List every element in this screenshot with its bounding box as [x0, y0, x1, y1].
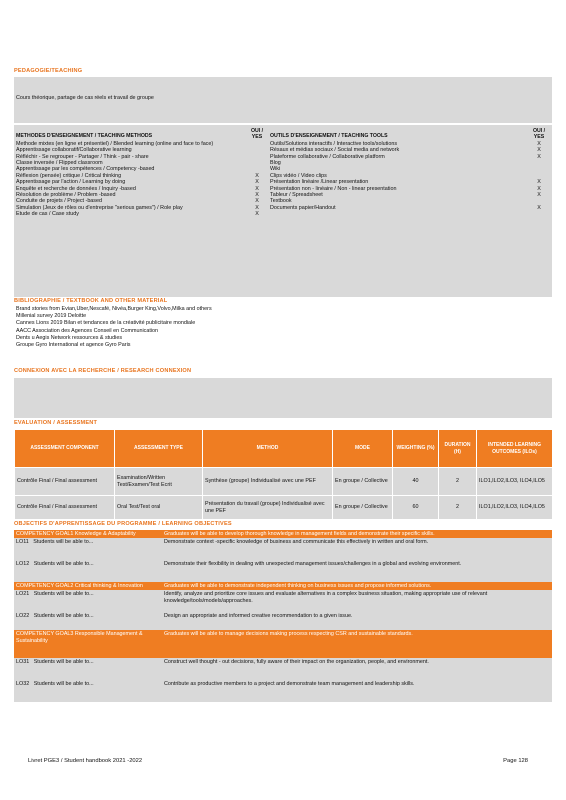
- lo-text: Demonstrate context -specific knowledge of business and communicate this effectively in written and oral form.: [162, 538, 552, 560]
- bibliography-box: [14, 306, 552, 368]
- eval-mode: En groupe / Collective: [333, 496, 393, 520]
- tool-label: Blog: [270, 160, 281, 167]
- lo-row: [14, 590, 552, 612]
- method-label: Conduite de projets / Project -based: [16, 198, 103, 205]
- eval-duration: 2: [439, 468, 477, 496]
- method-check: X: [255, 179, 259, 186]
- method-label: Etude de cas / Case study: [16, 211, 79, 218]
- eval-mode: En groupe / Collective: [333, 468, 393, 496]
- tool-label: Plateforme collaborative / Collaborative platform: [270, 153, 385, 160]
- lo-code-text: LO32: [16, 681, 30, 688]
- eval-duration: 2: [439, 496, 477, 520]
- tool-label: Documents papier/Handout: [270, 204, 336, 211]
- bibliography-title: BIBLIOGRAPHIE / TEXTBOOK AND OTHER MATERIAL: [14, 298, 168, 304]
- eval-ilo: ILO1,ILO2,ILO3, ILO4,ILO5: [477, 496, 553, 520]
- lo-who: Students will be able to...: [33, 613, 94, 620]
- tool-label: Wiki: [270, 166, 281, 173]
- lo-text: Design an appropriate and informed creative recommendation to a given issue.: [162, 612, 552, 630]
- competency-text: Graduates will be able to develop thorough knowledge in management fields and demonstrate their specific skills.: [162, 530, 552, 538]
- lo-code: [14, 612, 162, 630]
- eval-type: Oral Test/Test oral: [115, 496, 203, 520]
- tool-check: X: [537, 185, 541, 192]
- tool-check: X: [537, 179, 541, 186]
- eval-header-method: METHOD: [203, 430, 333, 468]
- lo-code-text: LO21: [16, 591, 30, 598]
- objectives-box: [14, 530, 552, 702]
- tool-label: Présentation non - linéaire / Non - linear presentation: [270, 185, 397, 192]
- tool-check: X: [537, 140, 541, 147]
- lo-code-text: LO11: [16, 539, 29, 546]
- methods-header: METHODES D'ENSEIGNEMENT / TEACHING METHODS: [16, 133, 153, 139]
- method-label: Simulation (Jeux de rôles ou d'entreprise "serious games") / Role play: [16, 204, 183, 211]
- objectives-table: [14, 530, 552, 702]
- eval-component: Contrôle Final / Final assessment: [15, 496, 115, 520]
- lo-who: Students will be able to...: [33, 561, 94, 568]
- pedagogy-box: [14, 77, 552, 123]
- method-check: X: [255, 172, 259, 179]
- lo-code: [14, 560, 162, 582]
- eval-header-component: ASSESSMENT COMPONENT: [15, 430, 115, 468]
- lo-who: Students will be able to...: [33, 539, 94, 546]
- bibliography-line: Dents u Aegis Network ressources & studies: [16, 334, 123, 341]
- eval-header-type: ASSESSMENT TYPE: [115, 430, 203, 468]
- competency-row: [14, 582, 552, 590]
- tool-label: Textbook: [270, 198, 292, 205]
- lo-code-text: LO12: [16, 561, 30, 568]
- tool-label: Présentation linéaire /Linear presentation: [270, 179, 369, 186]
- tool-check: X: [537, 204, 541, 211]
- connexion-title: CONNEXION AVEC LA RECHERCHE / RESEARCH CONNEXION: [14, 368, 192, 374]
- evaluation-table: [14, 429, 553, 520]
- lo-code: [14, 590, 162, 612]
- method-label: Réflexion (pensée) critique / Critical thinking: [16, 172, 122, 179]
- lo-who: Students will be able to...: [33, 659, 94, 666]
- lo-code-text: LO22: [16, 613, 30, 620]
- lo-row: [14, 538, 552, 560]
- lo-code: [14, 538, 162, 560]
- method-check: X: [255, 185, 259, 192]
- bibliography-line: Cannes Lions 2019 Bilan et tendances de la créativité publicitaire mondiale: [16, 320, 196, 327]
- method-label: Apprentissage collaboratif/Collaborative learning: [16, 147, 132, 154]
- eval-weight: 40: [393, 468, 439, 496]
- methods-row: [14, 211, 552, 217]
- lo-text: Contribute as productive members to a project and demonstrate team management and leadership skills.: [162, 680, 552, 702]
- tool-check: X: [537, 192, 541, 199]
- eval-header-mode: MODE: [333, 430, 393, 468]
- eval-header-duration: DURATION (H): [439, 430, 477, 468]
- objectives-title: OBJECTIFS D'APPRENTISSAGE DU PROGRAMME / LEARNING OBJECTIVES: [14, 521, 232, 527]
- methods-yes-header: OUI / YES: [250, 128, 264, 141]
- bibliography-line: Brand stories from Evian,Uber,Nescafé, Nivéa,Burger King,Volvo,Milka and others: [16, 306, 212, 312]
- method-label: Apprentissage par l'action / Learning by doing: [16, 179, 126, 186]
- lo-row: [14, 658, 552, 680]
- method-label: Enquête et recherche de données / Inquiry -based: [16, 185, 136, 192]
- method-check: X: [255, 192, 259, 199]
- method-check: X: [255, 211, 259, 218]
- tool-check: [526, 211, 552, 217]
- method-label: Réfléchir - Se regrouper - Partager / Think - pair - share: [16, 153, 149, 160]
- method-label: Methode mixtes (en ligne et présentiel) / Blended learning (online and face to face): [16, 140, 214, 147]
- methods-table: [14, 128, 552, 218]
- method-check: X: [255, 198, 259, 205]
- lo-text: Demonstrate their flexibility in dealing with unexpected management issues/challenges in a global and evolving environment.: [162, 560, 552, 582]
- tool-check: X: [537, 147, 541, 154]
- evaluation-row: [15, 496, 553, 520]
- eval-method: Synthèse (groupe) Individualisé avec une PEF: [203, 468, 333, 496]
- competency-row: [14, 530, 552, 538]
- competency-text: Graduates will be able to manage decisions making process respecting CSR and sustainable standards.: [162, 630, 552, 658]
- connexion-box: [14, 378, 552, 418]
- tool-label: [268, 211, 526, 217]
- competency-text: Graduates will be able to demonstrate independent thinking on business issues and propose informed solutions.: [162, 582, 552, 590]
- eval-header-weight: WEIGHTING (%): [393, 430, 439, 468]
- eval-header-ilo: INTENDED LEARNING OUTCOMES (ILOs): [477, 430, 553, 468]
- lo-row: [14, 680, 552, 702]
- footer-page-number: Page 128: [503, 758, 528, 764]
- bibliography-list: [14, 306, 552, 349]
- method-label: Résolution de problème / Problem -based: [16, 192, 116, 199]
- tool-check: X: [537, 153, 541, 160]
- lo-text: Construct well thought - out decisions, fully aware of their impact on the organization, people, and environment.: [162, 658, 552, 680]
- lo-who: Students will be able to...: [33, 681, 94, 688]
- evaluation-row: [15, 468, 553, 496]
- lo-code: [14, 680, 162, 702]
- competency-row: [14, 630, 552, 658]
- competency-label: COMPETENCY GOAL1 Knowledge & Adaptability: [14, 530, 162, 538]
- tools-header: OUTILS D'ENSEIGNEMENT / TEACHING TOOLS: [270, 133, 388, 139]
- pedagogy-title: PEDAGOGIE/TEACHING: [14, 68, 83, 74]
- tool-label: Clips vidéo / Video clips: [270, 172, 327, 179]
- tool-label: Résaux et médias sociaux / Social media and network: [270, 147, 400, 154]
- evaluation-title: EVALUATION / ASSESSMENT: [14, 420, 98, 426]
- lo-code: [14, 658, 162, 680]
- tool-label: Tableur / Spreadsheet: [270, 192, 323, 199]
- bibliography-line: Groupe Gyro International et agence Gyro Paris: [16, 342, 131, 349]
- methods-header-row: [14, 128, 552, 141]
- methods-box: [14, 125, 552, 297]
- eval-ilo: ILO1,ILO2,ILO3, ILO4,ILO5: [477, 468, 553, 496]
- evaluation-box: [14, 429, 552, 520]
- method-label: Apprentissage par les compétences / Competency -based: [16, 166, 155, 173]
- eval-weight: 60: [393, 496, 439, 520]
- lo-who: Students will be able to...: [33, 591, 94, 598]
- eval-component: Contrôle Final / Final assessment: [15, 468, 115, 496]
- method-check: X: [255, 204, 259, 211]
- bibliography-line: AACC Association des Agences Conseil en Communication: [16, 327, 159, 334]
- bibliography-line: Millenial survey 2019 Deloitte: [16, 313, 87, 320]
- method-label: Classe inversée / Flipped classroom: [16, 160, 103, 167]
- tools-yes-header: OUI / YES: [532, 128, 546, 141]
- lo-text: Identify, analyze and prioritize core issues and evaluate alternatives in a complex business situation, making appropriate use of relevant knowledge/tools/models/approaches.: [162, 590, 552, 612]
- competency-label: COMPETENCY GOAL2 Critical thinking & Innovation: [14, 582, 162, 590]
- pedagogy-text: Cours théorique, partage de cas réels et travail de groupe: [16, 95, 154, 101]
- footer-left: Livret PGE3 / Student handbook 2021 -2022: [28, 758, 143, 764]
- competency-label: COMPETENCY GOAL3 Responsible Management & Sustainability: [14, 630, 162, 658]
- lo-code-text: LO31: [16, 659, 30, 666]
- tool-label: Outils/Solutions interactifs / Interactive tools/solutions: [270, 140, 398, 147]
- eval-type: Examination/Written Test/Examen/Test Ecrit: [115, 468, 203, 496]
- evaluation-header-row: [15, 430, 553, 468]
- page-footer: [28, 758, 528, 764]
- lo-row: [14, 612, 552, 630]
- eval-method: Présentation du travail (groupe) Individualisé avec une PEF: [203, 496, 333, 520]
- lo-row: [14, 560, 552, 582]
